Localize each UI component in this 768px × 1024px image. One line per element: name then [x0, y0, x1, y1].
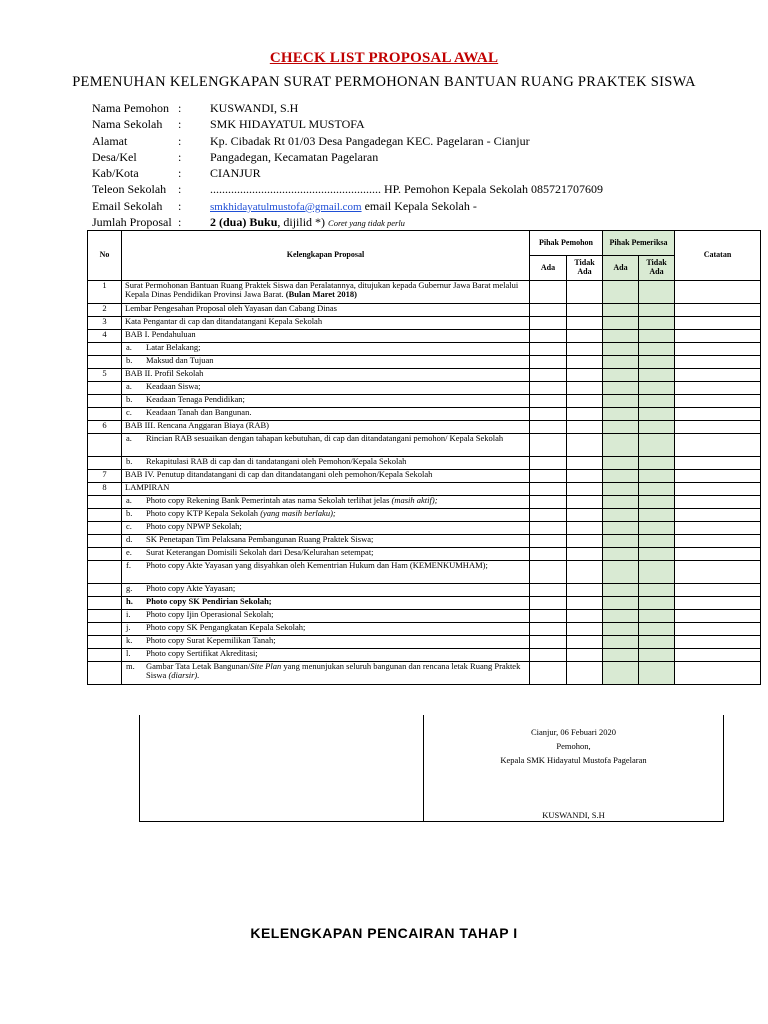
row-item: m. Gambar Tata Letak Bangunan/Site Plan yang menunjukan seluruh bangunan dan rencana letak Ruang Praktek Siswa (diarsir). [122, 662, 530, 685]
check-pemohon-tidak[interactable] [567, 304, 603, 317]
row-item: f. Photo copy Akte Yayasan yang disyahkan oleh Kementrian Hukum dan Ham (KEMENKUMHAM); [122, 561, 530, 584]
check-pemohon-ada[interactable] [530, 649, 567, 662]
check-pemohon-ada[interactable] [530, 496, 567, 509]
check-pemohon-ada[interactable] [530, 281, 567, 304]
info-label: Nama Pemohon [92, 101, 169, 115]
check-pemeriksa-tidak[interactable] [639, 317, 675, 330]
row-number [88, 535, 122, 548]
table-row [88, 317, 761, 330]
catatan-cell[interactable] [675, 662, 761, 685]
info-colon: : [178, 198, 182, 213]
row-item: b. Rekapitulasi RAB di cap dan di tandatangani oleh Pemohon/Kepala Sekolah [122, 457, 530, 470]
check-pemeriksa-tidak[interactable] [639, 662, 675, 685]
catatan-cell[interactable] [675, 356, 761, 369]
table-row [88, 457, 761, 470]
row-number: 7 [88, 470, 122, 483]
footer-heading: KELENGKAPAN PENCAIRAN TAHAP I [250, 925, 518, 941]
check-pemeriksa-ada[interactable] [603, 434, 639, 457]
info-colon: : [178, 117, 182, 132]
catatan-cell[interactable] [675, 369, 761, 382]
table-row [88, 330, 761, 343]
check-pemeriksa-ada[interactable] [603, 421, 639, 434]
row-italic: (diarsir). [168, 670, 200, 681]
info-colon: : [178, 215, 182, 230]
row-item: BAB I. Pendahuluan [122, 330, 530, 343]
row-number [88, 584, 122, 597]
row-item: g. Photo copy Akte Yayasan; [122, 584, 530, 597]
check-pemohon-tidak[interactable] [567, 509, 603, 522]
check-pemeriksa-ada[interactable] [603, 548, 639, 561]
row-item: c. Photo copy NPWP Sekolah; [122, 522, 530, 535]
row-item: Surat Permohonan Bantuan Ruang Praktek Siswa dan Peralatannya, ditujukan kepada Gubernur Jawa Barat melalui Kepala Dinas Pendidikan Provinsi Jawa Barat. (Bulan Maret 2018) [122, 281, 530, 304]
check-pemeriksa-tidak[interactable] [639, 369, 675, 382]
info-value: SMK HIDAYATUL MUSTOFA [210, 117, 365, 132]
catatan-cell[interactable] [675, 408, 761, 421]
check-pemohon-ada[interactable] [530, 356, 567, 369]
check-pemeriksa-tidak[interactable] [639, 343, 675, 356]
info-colon: : [178, 133, 182, 148]
check-pemohon-ada[interactable] [530, 457, 567, 470]
row-item: a. Keadaan Siswa; [122, 382, 530, 395]
table-row [88, 535, 761, 548]
catatan-cell[interactable] [675, 636, 761, 649]
check-pemeriksa-ada[interactable] [603, 483, 639, 496]
row-item: b. Keadaan Tenaga Pendidikan; [122, 395, 530, 408]
check-pemeriksa-tidak[interactable] [639, 434, 675, 457]
check-pemeriksa-ada[interactable] [603, 623, 639, 636]
row-number [88, 408, 122, 421]
row-letter: b. [126, 355, 133, 365]
info-label: Nama Sekolah [92, 117, 163, 132]
row-item: Lembar Pengesahan Proposal oleh Yayasan dan Cabang Dinas [122, 304, 530, 317]
row-number [88, 610, 122, 623]
check-pemohon-tidak[interactable] [567, 535, 603, 548]
check-pemohon-ada[interactable] [530, 597, 567, 610]
table-row [88, 483, 761, 496]
catatan-cell[interactable] [675, 382, 761, 395]
row-item: a. Photo copy Rekening Bank Pemerintah atas nama Sekolah terlihat jelas (masih aktif); [122, 496, 530, 509]
check-pemeriksa-tidak[interactable] [639, 623, 675, 636]
check-pemohon-ada[interactable] [530, 535, 567, 548]
signature-position: Kepala SMK Hidayatul Mustofa Pagelaran [500, 755, 647, 765]
check-pemohon-tidak[interactable] [567, 330, 603, 343]
check-pemohon-tidak[interactable] [567, 610, 603, 623]
table-row [88, 408, 761, 421]
info-colon: : [178, 101, 182, 115]
row-number: 5 [88, 369, 122, 382]
row-item: d. SK Penetapan Tim Pelaksana Pembangunan Ruang Praktek Siswa; [122, 535, 530, 548]
check-pemohon-ada[interactable] [530, 509, 567, 522]
check-pemeriksa-tidak[interactable] [639, 584, 675, 597]
catatan-cell[interactable] [675, 496, 761, 509]
row-number [88, 561, 122, 584]
row-letter: a. [126, 381, 132, 391]
row-letter: j. [126, 622, 131, 632]
check-pemohon-tidak[interactable] [567, 317, 603, 330]
row-number [88, 649, 122, 662]
check-pemohon-tidak[interactable] [567, 584, 603, 597]
header-pemohon: Pihak Pemohon [530, 231, 603, 256]
info-label: Jumlah Proposal [92, 215, 172, 230]
info-label: Teleon Sekolah [92, 182, 167, 197]
row-italic: Site Plan [250, 661, 282, 671]
check-pemohon-tidak[interactable] [567, 434, 603, 457]
table-row [88, 522, 761, 535]
header-catatan: Catatan [675, 231, 761, 281]
table-row [88, 470, 761, 483]
check-pemeriksa-ada[interactable] [603, 395, 639, 408]
table-row [88, 369, 761, 382]
table-row [88, 561, 761, 584]
row-letter: c. [126, 521, 132, 531]
row-number [88, 457, 122, 470]
row-letter: i. [126, 609, 131, 619]
info-bold: 2 (dua) Buku [210, 215, 278, 230]
info-colon: : [178, 166, 182, 181]
catatan-cell[interactable] [675, 304, 761, 317]
check-pemohon-tidak[interactable] [567, 623, 603, 636]
check-pemeriksa-tidak[interactable] [639, 509, 675, 522]
check-pemeriksa-tidak[interactable] [639, 597, 675, 610]
check-pemeriksa-ada[interactable] [603, 496, 639, 509]
catatan-cell[interactable] [675, 548, 761, 561]
check-pemeriksa-tidak[interactable] [639, 548, 675, 561]
table-row [88, 662, 761, 685]
table-row [88, 382, 761, 395]
row-italic: (masih aktif); [391, 495, 438, 505]
header-ada: Ada [530, 256, 567, 281]
row-letter: d. [126, 534, 133, 544]
row-number [88, 509, 122, 522]
info-value: Pangadegan, Kecamatan Pagelaran [210, 149, 379, 164]
check-pemeriksa-tidak[interactable] [639, 382, 675, 395]
check-pemohon-tidak[interactable] [567, 408, 603, 421]
check-pemohon-ada[interactable] [530, 434, 567, 457]
table-row [88, 649, 761, 662]
row-letter: k. [126, 635, 133, 645]
row-letter: m. [126, 661, 135, 671]
table-row [88, 343, 761, 356]
check-pemohon-tidak[interactable] [567, 395, 603, 408]
row-number: 1 [88, 281, 122, 304]
info-note: Coret yang tidak perlu [328, 218, 405, 229]
check-pemohon-tidak[interactable] [567, 343, 603, 356]
catatan-cell[interactable] [675, 483, 761, 496]
check-pemeriksa-tidak[interactable] [639, 408, 675, 421]
check-pemohon-ada[interactable] [530, 548, 567, 561]
document-subtitle: PEMENUHAN KELENGKAPAN SURAT PERMOHONAN BANTUAN RUANG PRAKTEK SISWA [72, 74, 696, 90]
row-item: BAB III. Rencana Anggaran Biaya (RAB) [122, 421, 530, 434]
row-item: b. Maksud dan Tujuan [122, 356, 530, 369]
row-item: c. Keadaan Tanah dan Bangunan. [122, 408, 530, 421]
row-number [88, 382, 122, 395]
catatan-cell[interactable] [675, 561, 761, 584]
catatan-cell[interactable] [675, 281, 761, 304]
check-pemohon-tidak[interactable] [567, 483, 603, 496]
info-colon: : [178, 149, 182, 164]
catatan-cell[interactable] [675, 330, 761, 343]
row-item: BAB IV. Penutup ditandatangani di cap dan ditandatangani oleh pemohon/Kepala Sekolah [122, 470, 530, 483]
check-pemeriksa-ada[interactable] [603, 330, 639, 343]
row-letter: f. [126, 560, 131, 570]
row-item [122, 597, 530, 610]
signature-place-date: Cianjur, 06 Febuari 2020 [530, 727, 617, 737]
row-italic: (yang masih berlaku); [260, 508, 336, 518]
check-pemohon-tidak[interactable] [567, 421, 603, 434]
check-pemohon-tidak[interactable] [567, 496, 603, 509]
header-no: No [88, 231, 122, 281]
check-pemeriksa-ada[interactable] [603, 356, 639, 369]
check-pemeriksa-ada[interactable] [603, 584, 639, 597]
check-pemeriksa-tidak[interactable] [639, 421, 675, 434]
row-number: 6 [88, 421, 122, 434]
info-label: Kab/Kota [92, 166, 139, 181]
check-pemeriksa-tidak[interactable] [639, 330, 675, 343]
info-value: KUSWANDI, S.H [210, 101, 299, 115]
catatan-cell[interactable] [675, 317, 761, 330]
info-value: Kp. Cibadak Rt 01/03 Desa Pangadegan KEC. Pagelaran - Cianjur [210, 133, 530, 148]
info-label: Email Sekolah [92, 198, 163, 213]
catatan-cell[interactable] [675, 395, 761, 408]
table-row [88, 395, 761, 408]
email-link[interactable]: smkhidayatulmustofa@gmail.com [210, 200, 362, 213]
info-colon: : [178, 182, 182, 197]
check-pemeriksa-ada[interactable] [603, 636, 639, 649]
header-pemeriksa: Pihak Pemeriksa [603, 231, 675, 256]
check-pemohon-ada[interactable] [530, 421, 567, 434]
check-pemeriksa-ada[interactable] [603, 522, 639, 535]
row-item: Kata Pengantar di cap dan ditandatangani Kepala Sekolah [122, 317, 530, 330]
check-pemohon-tidak[interactable] [567, 636, 603, 649]
row-number [88, 343, 122, 356]
row-number [88, 636, 122, 649]
header-tidak-ada: Tidak Ada [567, 256, 603, 281]
row-letter: l. [126, 648, 131, 658]
row-number [88, 662, 122, 685]
check-pemohon-tidak[interactable] [567, 369, 603, 382]
check-pemohon-ada[interactable] [530, 369, 567, 382]
row-item: a. Rincian RAB sesuaikan dengan tahapan kebutuhan, di cap dan ditandatangani pemohon/ Kepala Sekolah [122, 434, 530, 457]
row-number [88, 434, 122, 457]
check-pemohon-ada[interactable] [530, 623, 567, 636]
check-pemeriksa-ada[interactable] [603, 343, 639, 356]
table-row [88, 356, 761, 369]
row-number [88, 496, 122, 509]
check-pemohon-ada[interactable] [530, 483, 567, 496]
check-pemohon-ada[interactable] [530, 636, 567, 649]
row-letter: c. [126, 407, 132, 417]
table-row [88, 304, 761, 317]
row-number [88, 522, 122, 535]
check-pemohon-ada[interactable] [530, 317, 567, 330]
check-pemeriksa-tidak[interactable] [639, 561, 675, 584]
check-pemohon-ada[interactable] [530, 304, 567, 317]
check-pemeriksa-ada[interactable] [603, 317, 639, 330]
row-number: 3 [88, 317, 122, 330]
catatan-cell[interactable] [675, 434, 761, 457]
check-pemohon-tidak[interactable] [567, 548, 603, 561]
row-number [88, 597, 122, 610]
info-value: 2 (dua) Buku, dijilid *) Coret yang tidak perlu [210, 215, 405, 230]
table-row [88, 434, 761, 457]
check-pemohon-tidak[interactable] [567, 649, 603, 662]
row-item: BAB II. Profil Sekolah [122, 369, 530, 382]
info-value: CIANJUR [210, 166, 261, 181]
catatan-cell[interactable] [675, 470, 761, 483]
table-row [88, 548, 761, 561]
row-item: l. Photo copy Sertifikat Akreditasi; [122, 649, 530, 662]
table-row [88, 610, 761, 623]
row-letter: a. [126, 342, 132, 352]
check-pemeriksa-tidak[interactable] [639, 470, 675, 483]
table-row [88, 584, 761, 597]
check-pemohon-ada[interactable] [530, 522, 567, 535]
check-pemeriksa-ada[interactable] [603, 382, 639, 395]
check-pemeriksa-tidak[interactable] [639, 304, 675, 317]
signature-box [139, 715, 724, 822]
check-pemeriksa-ada[interactable] [603, 649, 639, 662]
check-pemohon-ada[interactable] [530, 382, 567, 395]
info-label: Alamat [92, 133, 128, 148]
check-pemohon-tidak[interactable] [567, 281, 603, 304]
row-item: i. Photo copy Ijin Operasional Sekolah; [122, 610, 530, 623]
info-value: smkhidayatulmustofa@gmail.com email Kepala Sekolah - [210, 198, 477, 213]
row-item: k. Photo copy Surat Kepemilikan Tanah; [122, 636, 530, 649]
row-letter: b. [126, 508, 133, 518]
header-ada: Ada [603, 256, 639, 281]
check-pemeriksa-ada[interactable] [603, 408, 639, 421]
row-number [88, 623, 122, 636]
check-pemeriksa-ada[interactable] [603, 457, 639, 470]
row-item: b. Photo copy KTP Kepala Sekolah (yang masih berlaku); [122, 509, 530, 522]
catatan-cell[interactable] [675, 522, 761, 535]
row-letter: b. [126, 456, 133, 466]
check-pemeriksa-ada[interactable] [603, 369, 639, 382]
catatan-cell[interactable] [675, 584, 761, 597]
catatan-cell[interactable] [675, 535, 761, 548]
table-row [88, 623, 761, 636]
check-pemeriksa-tidak[interactable] [639, 649, 675, 662]
row-number: 4 [88, 330, 122, 343]
table-row [88, 496, 761, 509]
check-pemohon-tidak[interactable] [567, 382, 603, 395]
check-pemohon-tidak[interactable] [567, 470, 603, 483]
row-letter: a. [126, 433, 132, 443]
row-letter: h. [126, 596, 133, 606]
check-pemeriksa-ada[interactable] [603, 610, 639, 623]
check-pemeriksa-tidak[interactable] [639, 457, 675, 470]
check-pemeriksa-tidak[interactable] [639, 395, 675, 408]
document-title: CHECK LIST PROPOSAL AWAL [269, 50, 499, 66]
catatan-cell[interactable] [675, 623, 761, 636]
check-pemeriksa-ada[interactable] [603, 509, 639, 522]
header-tidak-ada: Tidak Ada [639, 256, 675, 281]
row-item: a. Latar Belakang; [122, 343, 530, 356]
row-number: 8 [88, 483, 122, 496]
check-pemohon-tidak[interactable] [567, 561, 603, 584]
check-pemeriksa-tidak[interactable] [639, 610, 675, 623]
row-item: LAMPIRAN [122, 483, 530, 496]
catatan-cell[interactable] [675, 509, 761, 522]
check-pemeriksa-ada[interactable] [603, 281, 639, 304]
table-row [88, 636, 761, 649]
signature-name: KUSWANDI, S.H [542, 810, 605, 820]
row-letter: e. [126, 547, 132, 557]
check-pemeriksa-ada[interactable] [603, 561, 639, 584]
row-letter: a. [126, 495, 132, 505]
table-row [88, 421, 761, 434]
catatan-cell[interactable] [675, 597, 761, 610]
check-pemeriksa-tidak[interactable] [639, 496, 675, 509]
check-pemeriksa-ada[interactable] [603, 470, 639, 483]
table-row [88, 597, 761, 610]
row-number: 2 [88, 304, 122, 317]
row-item: j. Photo copy SK Pengangkatan Kepala Sekolah; [122, 623, 530, 636]
check-pemohon-tidak[interactable] [567, 597, 603, 610]
catatan-cell[interactable] [675, 610, 761, 623]
check-pemohon-ada[interactable] [530, 395, 567, 408]
row-number [88, 548, 122, 561]
check-pemohon-ada[interactable] [530, 470, 567, 483]
check-pemohon-tidak[interactable] [567, 662, 603, 685]
check-pemohon-ada[interactable] [530, 610, 567, 623]
check-pemeriksa-ada[interactable] [603, 535, 639, 548]
check-pemohon-ada[interactable] [530, 584, 567, 597]
check-pemohon-ada[interactable] [530, 408, 567, 421]
table-row [88, 509, 761, 522]
check-pemeriksa-tidak[interactable] [639, 535, 675, 548]
check-pemeriksa-ada[interactable] [603, 662, 639, 685]
row-letter: b. [126, 394, 133, 404]
check-pemohon-ada[interactable] [530, 330, 567, 343]
check-pemeriksa-tidak[interactable] [639, 483, 675, 496]
row-letter: g. [126, 583, 133, 593]
check-pemohon-tidak[interactable] [567, 522, 603, 535]
check-pemeriksa-ada[interactable] [603, 304, 639, 317]
catatan-cell[interactable] [675, 457, 761, 470]
row-number [88, 356, 122, 369]
info-label: Desa/Kel [92, 149, 137, 164]
info-value: ......................................................... HP. Pemohon Kepala Sekolah 085721707609 [210, 182, 603, 197]
catatan-cell[interactable] [675, 421, 761, 434]
row-bold: Photo copy SK Pendirian Sekolah; [146, 596, 272, 606]
row-item: e. Surat Keterangan Domisili Sekolah dari Desa/Kelurahan setempat; [122, 548, 530, 561]
row-bold: (Bulan Maret 2018) [285, 289, 357, 300]
check-pemeriksa-ada[interactable] [603, 597, 639, 610]
check-pemohon-ada[interactable] [530, 561, 567, 584]
check-pemeriksa-tidak[interactable] [639, 636, 675, 649]
check-pemeriksa-tidak[interactable] [639, 281, 675, 304]
check-pemohon-tidak[interactable] [567, 457, 603, 470]
check-pemohon-ada[interactable] [530, 662, 567, 685]
catatan-cell[interactable] [675, 343, 761, 356]
row-number [88, 395, 122, 408]
catatan-cell[interactable] [675, 649, 761, 662]
check-pemeriksa-tidak[interactable] [639, 522, 675, 535]
check-pemeriksa-tidak[interactable] [639, 356, 675, 369]
signature-role: Pemohon, [556, 741, 591, 751]
check-pemohon-tidak[interactable] [567, 356, 603, 369]
check-pemohon-ada[interactable] [530, 343, 567, 356]
checklist-table [87, 230, 761, 685]
header-item: Kelengkapan Proposal [122, 231, 530, 281]
table-row [88, 281, 761, 304]
